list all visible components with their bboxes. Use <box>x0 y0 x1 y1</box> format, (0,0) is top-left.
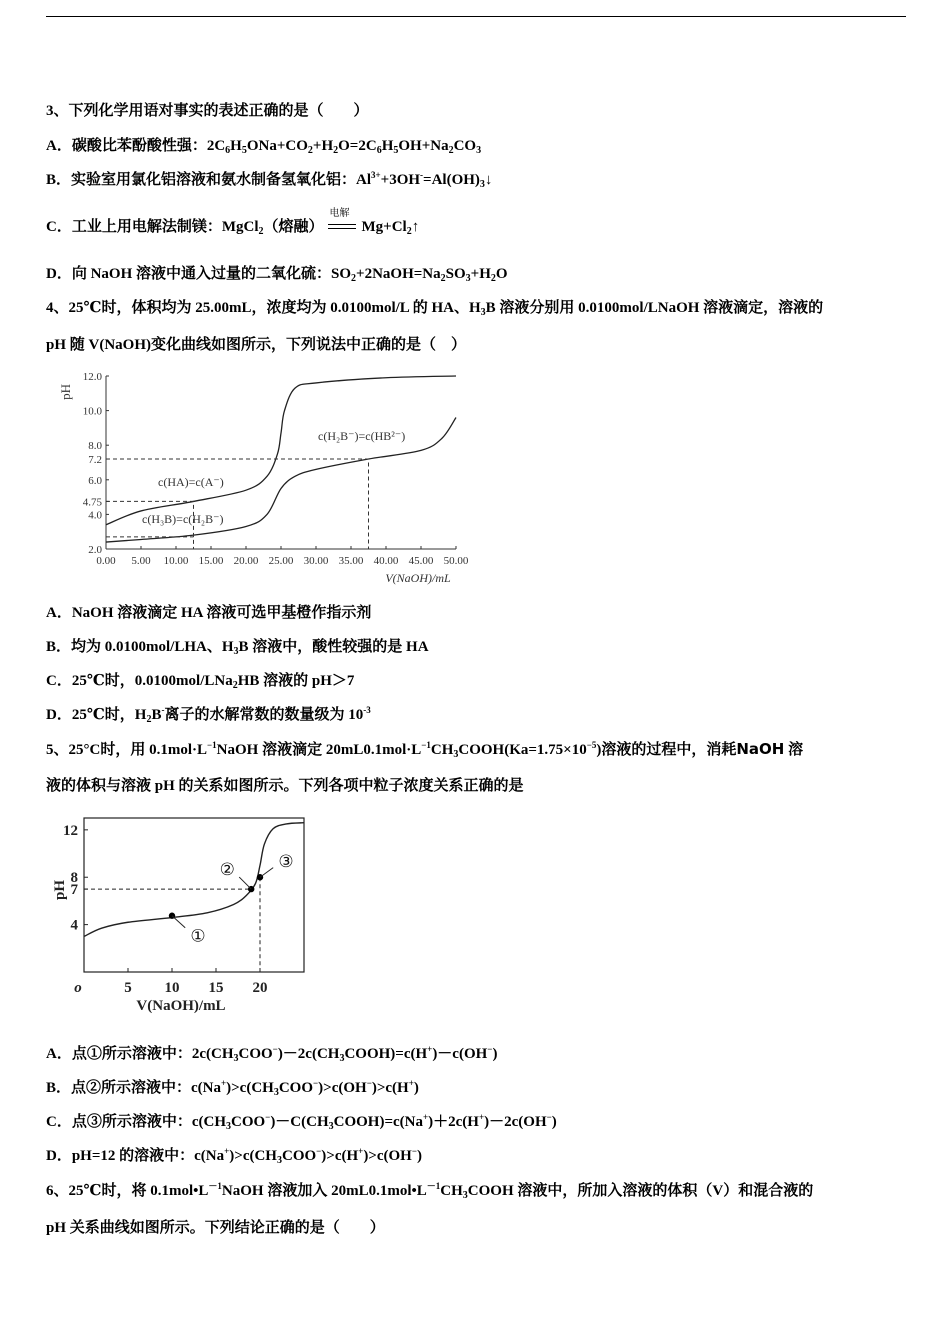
text-run: 2 <box>490 273 496 284</box>
plot-frame <box>84 818 304 972</box>
text-run: A．碳酸比苯酚酸性强：2C <box>46 138 226 154</box>
point-label-3: ③ <box>278 852 294 872</box>
q5-stem-sup3: −5 <box>586 740 597 750</box>
q5-stem-naoh: NaOH <box>736 740 785 758</box>
q5-stem-d: COOH(Ka=1.75×10 <box>458 742 587 758</box>
q3-c-mid: （熔融） <box>263 219 324 235</box>
text-run: - <box>420 170 424 180</box>
q4-stem-a: 4、25℃时，体积均为 25.00mL，浓度均为 0.0100mol/L 的 HA、H <box>46 300 481 316</box>
y-tick-label: 8 <box>70 870 78 887</box>
q4-d-sup: - <box>161 705 165 715</box>
text-run: + <box>224 1146 230 1156</box>
text-run: 3 <box>226 1121 231 1132</box>
text-run: COO <box>278 1080 314 1096</box>
header-rule <box>46 16 906 17</box>
y-tick-label: 12.0 <box>82 371 102 383</box>
text-run: − <box>313 1078 319 1088</box>
y-axis-label: pH <box>52 879 68 901</box>
annotation-h3b: c(H₃B)=c(H₂B⁻) <box>142 512 224 526</box>
q5-option-a <box>46 1044 908 1064</box>
y-tick-label: 8.0 <box>88 440 102 453</box>
text-run: + <box>408 1078 414 1088</box>
x-tick-label: 30.00 <box>303 555 329 567</box>
text-run: 3 <box>276 1155 282 1166</box>
text-run: )＋2c(H <box>428 1114 479 1130</box>
text-run: + <box>358 1146 364 1156</box>
text-run: +3OH <box>380 172 421 188</box>
text-run: 2 <box>307 145 313 156</box>
y-tick-label: 4.75 <box>82 496 102 509</box>
text-run: H <box>381 138 394 154</box>
q4-stem-line2: pH 随 V(NaOH)变化曲线如图所示，下列说法中正确的是（ ） <box>46 337 467 353</box>
point-leader-2 <box>239 877 251 889</box>
q5-stem-sub: 3 <box>453 749 459 760</box>
text-run: 2 <box>448 145 454 156</box>
dash-h2b-half <box>106 459 369 549</box>
q6-stem-c: CH <box>440 1183 463 1199</box>
text-run: − <box>487 1044 493 1054</box>
q6-stem-sup2: －1 <box>426 1181 441 1191</box>
text-run: )>c(H <box>321 1148 359 1164</box>
text-run: ) <box>492 1046 498 1062</box>
q4-d-sub: 2 <box>146 714 152 725</box>
y-tick-label: 7.2 <box>88 454 102 467</box>
text-run: D．向 NaOH 溶液中通入过量的二氧化硫：SO <box>46 266 352 282</box>
annotation-ha: c(HA)=c(A⁻) <box>158 475 224 489</box>
text-run: )－c(OH <box>432 1046 488 1062</box>
text-run: O=2C <box>338 138 377 154</box>
series-line <box>84 823 304 937</box>
text-run: D．pH=12 的溶液中：c(Na <box>46 1148 225 1164</box>
q3-option-b <box>46 170 908 190</box>
titration-chart-q5 <box>46 812 316 1022</box>
q3-c-sub: 2 <box>258 226 264 237</box>
q5-option-d <box>46 1146 908 1166</box>
electrolysis-sign <box>328 207 358 235</box>
text-run: COO <box>281 1148 317 1164</box>
chart2-plot <box>52 818 304 1014</box>
text-run: − <box>316 1146 322 1156</box>
q6-stem-d: COOH 溶液中，所加入溶液的体积（V）和混合液的 <box>467 1183 814 1199</box>
q5-stem-b: NaOH 溶液滴定 20mL0.1mol·L <box>216 742 422 758</box>
x-tick-label: 20.00 <box>233 555 259 567</box>
q5-option-b <box>46 1078 908 1098</box>
y-tick-label: 7 <box>70 882 78 899</box>
x-axis-label: V(NaOH)/mL <box>385 571 451 585</box>
q4-d-mid: B <box>151 707 162 723</box>
y-tick-label: 2.0 <box>88 544 102 556</box>
x-tick-label: 0.00 <box>96 555 116 567</box>
q3-c-text: C．工业上用电解法制镁：MgCl <box>46 219 259 235</box>
series-1-line <box>106 376 456 525</box>
x-tick-label: 45.00 <box>408 555 434 567</box>
q3-stem: 3、下列化学用语对事实的表述正确的是（ ） <box>46 103 369 119</box>
q4-stem-sub: 3 <box>480 307 486 318</box>
text-run: C．点③所示溶液中：c(CH <box>46 1114 226 1130</box>
y-tick-label: 6.0 <box>88 474 102 487</box>
text-run: + <box>423 1112 429 1122</box>
text-run: )－C(CH <box>270 1114 329 1130</box>
q4-option-a: A．NaOH 溶液滴定 HA 溶液可选甲基橙作指示剂 <box>46 605 372 621</box>
text-run: +H <box>312 138 334 154</box>
q4-option-c <box>46 671 908 691</box>
q4-d-sup2: -3 <box>363 705 371 715</box>
text-run: 5 <box>241 145 247 156</box>
q5-stem-sup1: −1 <box>207 740 217 750</box>
text-run: 3+ <box>371 170 381 180</box>
text-run: B．实验室用氯化铝溶液和氨水制备氢氧化铝：Al <box>46 172 372 188</box>
text-run: 3 <box>233 1053 239 1064</box>
text-run: − <box>366 1078 372 1088</box>
text-run: )－2c(OH <box>484 1114 547 1130</box>
x-tick-label: 15.00 <box>198 555 224 567</box>
text-run: COOH)=c(Na <box>333 1114 424 1130</box>
q5-stem-line1 <box>46 739 908 760</box>
q4-b-sub: 3 <box>233 646 239 657</box>
text-run: 3 <box>328 1121 334 1132</box>
text-run: 2 <box>333 145 339 156</box>
text-run: 3 <box>479 179 485 190</box>
q4-option-b <box>46 637 908 657</box>
text-run: ONa+CO <box>246 138 308 154</box>
point-label-2: ② <box>219 860 235 880</box>
q4-b-text: B．均为 0.0100mol/LHA、H <box>46 639 234 655</box>
q5-option-c <box>46 1112 908 1132</box>
q4-d-text: D．25℃时，H <box>46 707 147 723</box>
q5-stem-a: 5、25°C时，用 0.1mol·L <box>46 742 208 758</box>
y-axis-label: pH <box>58 384 73 400</box>
text-run: =Al(OH) <box>423 172 480 188</box>
text-run: ) <box>416 1148 422 1164</box>
text-run: 6 <box>225 145 231 156</box>
text-run: 6 <box>376 145 382 156</box>
x-tick-label: 20 <box>252 980 268 996</box>
text-run: COOH)=c(H <box>344 1046 428 1062</box>
text-run: − <box>265 1112 271 1122</box>
text-run: − <box>272 1044 278 1054</box>
text-run: COO <box>238 1046 273 1062</box>
q6-stem-line1 <box>46 1181 908 1201</box>
text-run: OH+Na <box>398 138 449 154</box>
text-run: B．点②所示溶液中：c(Na <box>46 1080 221 1096</box>
text-run: − <box>546 1112 552 1122</box>
q5-stem-sup2: −1 <box>421 740 431 750</box>
text-run: )>c(H <box>371 1080 409 1096</box>
text-run: )－2c(CH <box>277 1046 340 1062</box>
text-run: O <box>495 266 508 282</box>
text-run: )>c(CH <box>229 1148 277 1164</box>
y-tick-label: 10.0 <box>82 405 102 418</box>
x-tick-label: 25.00 <box>268 555 294 567</box>
y-tick-label: 12 <box>63 822 78 839</box>
q4-b-post: B 溶液中，酸性较强的是 HA <box>238 639 429 655</box>
q4-d-post: 离子的水解常数的数量级为 10 <box>164 707 364 723</box>
q5-stem-e: )溶液的过程中，消耗 <box>596 742 737 758</box>
q3-option-c <box>46 207 908 237</box>
x-tick-label: 15 <box>208 980 224 996</box>
text-run: 2 <box>351 273 357 284</box>
x-tick-label: 5 <box>124 980 132 996</box>
text-run: ) <box>551 1114 557 1130</box>
text-run: 3 <box>273 1087 279 1098</box>
text-run: CO <box>453 138 477 154</box>
point-leader-1 <box>172 916 185 928</box>
text-run: 3 <box>476 145 482 156</box>
q5-stem-g: 溶 <box>788 742 804 758</box>
q4-c-post: HB 溶液的 pH＞7 <box>237 673 355 689</box>
text-run: ↓ <box>484 172 493 188</box>
text-run: COO <box>231 1114 266 1130</box>
titration-chart-q4 <box>46 368 486 588</box>
x-tick-label: 40.00 <box>373 555 399 567</box>
q4-stem-b: B 溶液分别用 0.0100mol/LNaOH 溶液滴定，溶液的 <box>485 300 824 316</box>
text-run: +2NaOH=Na <box>356 266 441 282</box>
x-tick-label: o <box>74 980 82 996</box>
q4-option-d <box>46 705 908 725</box>
point-leader-3 <box>260 868 273 878</box>
text-run: )>c(OH <box>363 1148 412 1164</box>
point-label-1: ① <box>190 926 206 946</box>
annotation-h2b: c(H₂B⁻)=c(HB²⁻) <box>318 429 406 443</box>
q6-stem-a: 6、25℃时，将 0.1mol•L <box>46 1183 209 1199</box>
x-tick-label: 5.00 <box>131 555 151 567</box>
text-run: 5 <box>393 145 399 156</box>
text-run: SO <box>445 266 466 282</box>
chart1-plot <box>58 371 469 585</box>
text-run: 3 <box>339 1053 345 1064</box>
q5-stem-c: CH <box>430 742 454 758</box>
text-run: +H <box>470 266 491 282</box>
q5-stem-line2: 液的体积与溶液 pH 的关系如图所示。下列各项中粒子浓度关系正确的是 <box>46 778 524 794</box>
text-run: − <box>411 1146 417 1156</box>
text-run: H <box>230 138 242 154</box>
q4-c-sub: 2 <box>232 680 238 691</box>
text-run: ) <box>413 1080 419 1096</box>
text-run: + <box>427 1044 433 1054</box>
q6-stem-b: NaOH 溶液加入 20mL0.1mol•L <box>221 1183 427 1199</box>
text-run: 2 <box>440 273 446 284</box>
q3-c-sub2: 2 <box>406 226 412 237</box>
x-tick-label: 10.00 <box>163 555 189 567</box>
y-tick-label: 4.0 <box>88 509 102 522</box>
electrolysis-label: 电解 <box>329 207 350 219</box>
text-run: A．点①所示溶液中：2c(CH <box>46 1046 234 1062</box>
q4-c-text: C．25℃时，0.0100mol/LNa <box>46 673 233 689</box>
q3-c-post: Mg+Cl <box>361 219 407 235</box>
q6-stem-line2: pH 关系曲线如图所示。下列结论正确的是（ ） <box>46 1220 385 1236</box>
text-run: )>c(CH <box>226 1080 274 1096</box>
q6-stem-sub: 3 <box>462 1190 468 1201</box>
q4-stem-line1 <box>46 298 908 318</box>
q6-stem-sup1: －1 <box>208 1181 222 1191</box>
y-tick-label: 4 <box>70 917 78 934</box>
q3-option-d <box>46 264 908 284</box>
q3-c-end: ↑ <box>411 219 420 235</box>
x-tick-label: 50.00 <box>443 555 469 567</box>
text-run: )>c(OH <box>318 1080 367 1096</box>
x-tick-label: 35.00 <box>338 555 364 567</box>
text-run: 3 <box>465 273 471 284</box>
x-axis-label: V(NaOH)/mL <box>136 998 226 1014</box>
q3-option-a <box>46 136 908 156</box>
x-tick-label: 10 <box>164 980 180 996</box>
text-run: + <box>478 1112 485 1122</box>
text-run: + <box>221 1078 227 1088</box>
